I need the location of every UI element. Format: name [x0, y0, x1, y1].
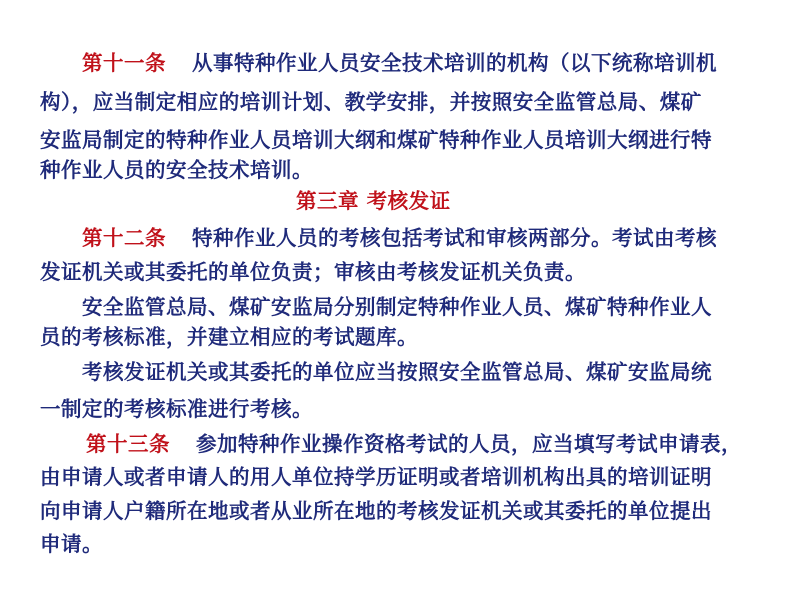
article-12-para3-line-1: 考核发证机关或其委托的单位应当按照安全监管总局、煤矿安监局统	[82, 360, 712, 384]
article-12-line-1	[82, 221, 717, 251]
article-13-line-1	[86, 427, 742, 457]
article-12-para2-line-2: 员的考核标准，并建立相应的考试题库。	[40, 325, 418, 349]
article-13-text: 参加特种作业操作资格考试的人员，应当填写考试申请表，	[196, 432, 742, 456]
article-13-line-3: 向申请人户籍所在地或者从业所在地的考核发证机关或其委托的单位提出	[40, 499, 712, 523]
article-13-line-4: 申请。	[40, 532, 103, 556]
article-11-text: 从事特种作业人员安全技术培训的机构（以下统称培训机	[192, 51, 717, 75]
article-12-para2-line-1: 安全监管总局、煤矿安监局分别制定特种作业人员、煤矿特种作业人	[82, 295, 712, 319]
article-11-label: 第十一条	[82, 51, 166, 75]
article-13-line-2: 由申请人或者申请人的用人单位持学历证明或者培训机构出具的培训证明	[40, 465, 712, 489]
article-11-line-4: 种作业人员的安全技术培训。	[40, 158, 313, 182]
article-12-line-2: 发证机关或其委托的单位负责；审核由考核发证机关负责。	[40, 260, 586, 284]
article-11-line-3: 安监局制定的特种作业人员培训大纲和煤矿特种作业人员培训大纲进行特	[40, 128, 712, 152]
article-13-label: 第十三条	[86, 432, 170, 456]
article-12-text: 特种作业人员的考核包括考试和审核两部分。考试由考核	[192, 226, 717, 250]
article-11-line-1	[82, 46, 717, 76]
article-12-label: 第十二条	[82, 226, 166, 250]
article-11-line-2: 构），应当制定相应的培训计划、教学安排，并按照安全监管总局、煤矿	[40, 90, 702, 114]
article-12-para3-line-2: 一制定的考核标准进行考核。	[40, 397, 313, 421]
chapter-heading: 第三章 考核发证	[296, 189, 451, 213]
